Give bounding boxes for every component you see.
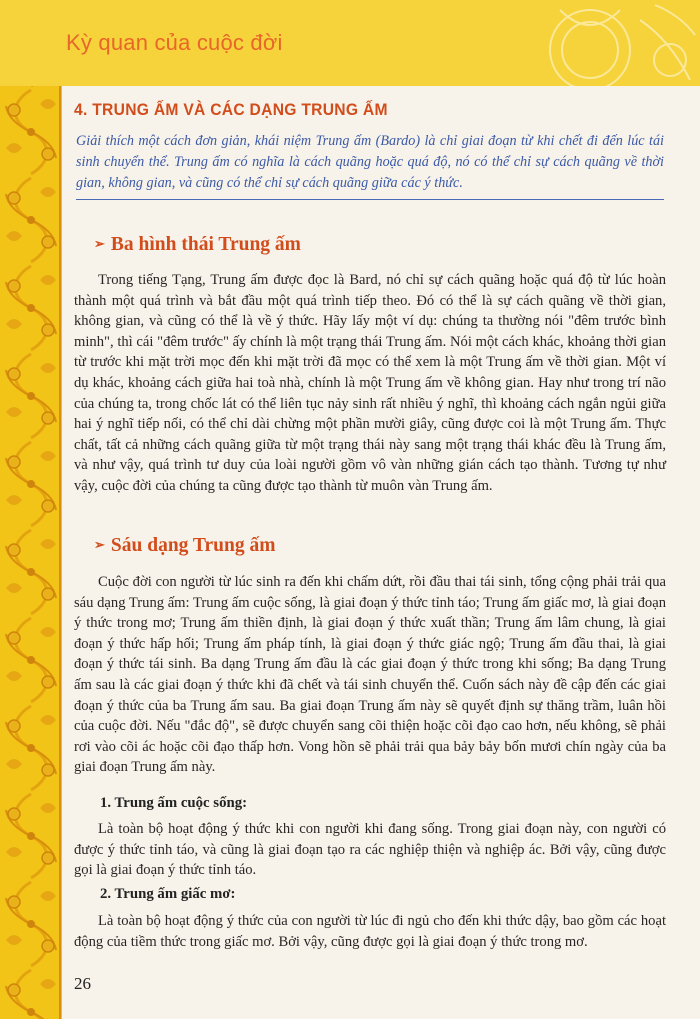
chapter-title: 4. TRUNG ẤM VÀ CÁC DẠNG TRUNG ẤM bbox=[74, 100, 388, 119]
subsection-paragraph: Là toàn bộ hoạt động ý thức của con người từ lúc đi ngủ cho đến khi thức dậy, bao gồm các hoạt động của tiềm thức trong giấc mơ. Bởi vậy, cũng được gọi là giai đoạn ý thức trong mơ. bbox=[74, 913, 666, 950]
ornamental-border bbox=[0, 0, 62, 1019]
section-heading-three-states bbox=[94, 234, 301, 256]
floral-pattern-icon bbox=[0, 0, 62, 1019]
arrow-bullet-icon: ➢ bbox=[94, 236, 105, 251]
subsection-heading: 2. Trung ấm giấc mơ: bbox=[100, 886, 236, 902]
section-paragraph: Trong tiếng Tạng, Trung ấm được đọc là Bard, nó chỉ sự cách quãng hoặc quá độ từ lúc hoàn thành một quá trình và bắt đầu một quá trình tiếp theo. Đó có thể là sự cách quãng về thời gian, không gian, và cũng có thể là về ý thức. Hãy lấy một ví dụ: chúng ta thường nói "đêm trước bình minh", thì cái "đêm trước" ấy chính là một trạng thái Trung ấm. Nói một cách khác, khoảng thời gian từ trước khi mặt trời mọc đến khi mặt trời đã mọc có thể xem là một Trung ấm về thời gian. Một ví dụ khác, khoảng cách giữa hai toà nhà, chính là một Trung ấm về không gian. Hay như trong trí não của chúng ta, trong chốc lát có thể liên tục nảy sinh rất nhiều ý nghĩ, thì khoảng cách ngắn ngủi giữa hai ý nghĩ tiếp nối, có thể chỉ dài chừng một phần mười giây, cũng được coi là một Trung ấm. Thực chất, tất cả những cách quãng giữa từ một trạng thái này sang một trạng thái khác đều là Trung ấm, và như vậy, quá trình tư duy của loài người gồm vô vàn những gián cách tạo thành. Tương tự như vậy, cuộc đời của chúng ta cũng được tạo thành từ muôn vàn Trung ấm. bbox=[74, 272, 666, 494]
section-heading-six-forms bbox=[94, 535, 275, 557]
arrow-bullet-icon: ➢ bbox=[94, 537, 105, 552]
page-number: 26 bbox=[74, 974, 91, 993]
section-paragraph: Cuộc đời con người từ lúc sinh ra đến khi chấm dứt, rồi đầu thai tái sinh, tổng cộng phải trải qua sáu dạng Trung ấm: Trung ấm cuộc sống, là giai đoạn ý thức tỉnh táo; Trung ấm giấc mơ, là giai đoạn ý thức trong mơ; Trung ấm thiền định, là giai đoạn ý thức xuất thần; Trung ấm lâm chung, là giai đoạn ý thức hấp hối; Trung ấm pháp tính, là giai đoạn ý thức giác ngộ; Trung ấm đầu thai, là giai đoạn ý thức tái sinh. Ba dạng Trung ấm đầu là các giai đoạn ý thức trong khi sống; Ba dạng Trung ấm sau là các giai đoạn ý thức khi đã chết và tái sinh chuyển thể. Cuốn sách này đề cập đến các giai đoạn ý thức của ba Trung ấm sau. Ba giai đoạn Trung ấm này sẽ quyết định sự thăng trầm, luân hồi của cuộc đời. Nếu "đắc độ", sẽ được chuyển sang cõi thiện hoặc cõi đạo cao hơn, nếu không, sẽ phải rơi vào cõi ác hoặc cõi đạo thấp hơn. Vong hồn sẽ phải trải qua bảy bảy bốn mươi chín ngày của ba giai đoạn Trung ấm này. bbox=[74, 574, 666, 776]
section-heading-text: Sáu dạng Trung ấm bbox=[110, 535, 276, 556]
subsection-heading: 1. Trung ấm cuộc sống: bbox=[100, 795, 248, 811]
ornament-icon bbox=[440, 0, 700, 86]
section-heading-text: Ba hình thái Trung ấm bbox=[110, 234, 301, 255]
chapter-intro: Giải thích một cách đơn giản, khái niệm Trung ấm (Bardo) là chỉ giai đoạn từ khi chết đi đến lúc tái sinh chuyển thể. Trung ấm có nghĩa là cách quãng hoặc quá độ, nó có thể chỉ sự cách quãng về thời gian, không gian, và cũng có thể chỉ sự cách quãng giữa các ý thức. bbox=[76, 131, 664, 200]
header-band bbox=[0, 0, 700, 86]
running-title: Kỳ quan của cuộc đời bbox=[66, 30, 283, 55]
subsection-paragraph: Là toàn bộ hoạt động ý thức khi con người khi đang sống. Trong giai đoạn này, con người có được ý thức tỉnh táo, và cũng là giai đoạn tạo ra các nghiệp thiện và nghiệp ác. Bởi vậy, cũng được gọi là giai đoạn ý thức tỉnh táo. bbox=[74, 821, 666, 879]
page-body bbox=[62, 86, 700, 1019]
